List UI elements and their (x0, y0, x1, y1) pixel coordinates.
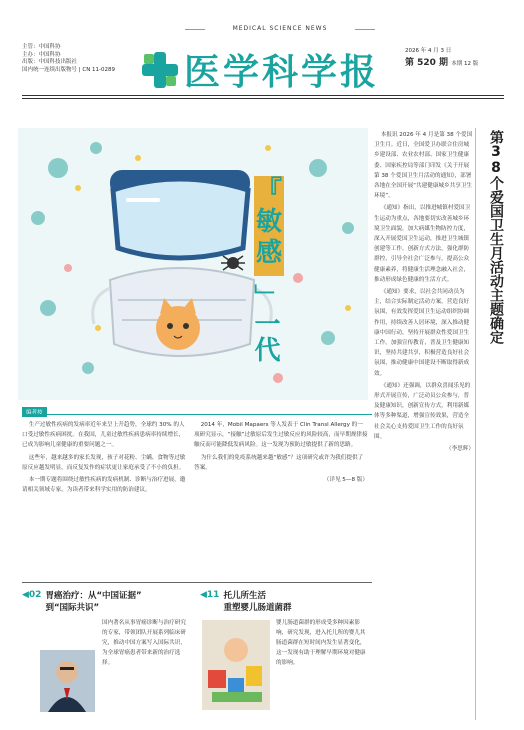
issue-info (405, 46, 515, 71)
hero-illustration (18, 128, 368, 400)
right-story-paragraph: 本报讯 2026 年 4 月是第 38 个爱国卫生月。近日，全国爱卫办联合住房城乡建设部、农业农村部、国家卫生健康委、国家疾控局等部门印发《关于开展第 38 个爱国卫生月活动的通知》，部署各地在全国开展“共建健康城乡共享卫生环境”。 (374, 132, 473, 200)
masthead-divider (22, 98, 504, 99)
masthead-subtitle: MEDICAL SCIENCE NEWS (205, 25, 355, 32)
teaser-title: 重塑婴儿肠道菌群 (223, 603, 292, 613)
teaser-infant[interactable] (200, 590, 370, 614)
feature-paragraph: 这些年，越来越多的家长发现，孩子对花粉、尘螨、食物等过敏原反应越发明显，而反复发作的症状更让家庭承受了不小的负担。 (22, 454, 186, 471)
hero-headline-close: 」 (250, 284, 280, 310)
right-story-paragraph: 《通知》要求，以社会共同动员为主，结合实际制定活动方案，营造良好氛围，有效发挥爱国卫生运动组织协调作用，持续改善人居环境，深入推动健康中国行动，坚持开展群众性爱国卫生工作。加强宣传教育，普及卫生健康知识，坚持共建共享，积极营造良好社会氛围，推动健康中国建设不断取得新成效。 (374, 289, 470, 377)
publisher-line: 主办：中国科协 (22, 51, 61, 58)
feature-column-2 (194, 420, 368, 485)
teaser-title: 胃癌治疗：从“中国证据” (45, 591, 142, 601)
column-divider (475, 128, 476, 720)
teaser-page-number: ◀11 (200, 590, 220, 600)
teaser-title: 托儿所生活 (223, 591, 266, 601)
feature-paragraph: 2014 年，Mobil Mapaers 等人发表于 Clin Transl Allergy 的一项研究显示，“接触”过敏原后发生过敏反应的风险较高，而早期规律接触反而可能降低发病风险。这一发现为预防过敏提供了新的思路。 (194, 422, 368, 449)
allergy-illustration-icon (18, 128, 368, 400)
right-story-signature: （李思辉） (446, 446, 474, 453)
right-story-paragraph: 《通知》还强调，以群众喜闻乐见的形式开展宣传，广泛动员公众参与，普及健康知识，创新宣传方式，利用新媒体等多种渠道，增强宣传效果，营造全社会关心支持爱国卫生工作的良好氛围。 (374, 382, 471, 440)
teaser-page-number: ◀02 (22, 590, 42, 600)
right-story-body (374, 130, 474, 454)
toys-photo-icon (202, 620, 270, 710)
hero-headline-char: 敏 (255, 207, 282, 237)
masthead-divider (22, 95, 504, 96)
publisher-line: 国内统一连续出版物号 | CN 11-0289 (22, 66, 116, 73)
page-arrow-icon: ◀ (22, 590, 29, 600)
feature-reference[interactable]: （详见 5—8 版） (323, 477, 368, 484)
hero-headline-char: 『 (255, 176, 282, 206)
right-story-title[interactable]: 第38个爱国卫生月活动主题确定 (488, 130, 504, 344)
hero-headline (254, 176, 284, 269)
feature-paragraph: 生产过敏性疾病的发病率近年来呈上升趋势，全球约 30% 的人口受过敏性疾病困扰。在我国，儿童过敏性疾病患病率持续增长，已成为影响儿童健康的重要问题之一。 (22, 422, 185, 449)
issue-pages: 本期 12 版 (451, 61, 479, 67)
issue-label: 第 520 期 (405, 58, 449, 68)
hero-headline-yidai: 一代 (250, 310, 280, 362)
teaser-gastric[interactable] (22, 590, 188, 614)
issue-date: 2026 年 4 月 3 日 (405, 48, 452, 54)
feature-paragraph: 为什么我们的免疫系统越来越“敏感”？这项研究或许为我们提供了答案。 (194, 454, 364, 471)
newspaper-title: 医学科学报 (184, 51, 380, 93)
right-story-paragraph: 《通知》指出，以推进城镇村爱国卫生运动为重点，各地要切实改善城乡环境卫生面貌，加大病媒生物防控力度，深入开展爱国卫生运动，推进卫生城镇创建等工作。创新方式方法，强化群防群控，引导全社会广泛参与，提高公众健康素养，将健康生活理念融入社会，推动形成绿色健康的生活方式。 (374, 205, 471, 283)
teaser-body: 国内著名从事胃癌诊断与治疗研究的专家，带领团队开展系列临床研究，推动中国方案写入国际共识，为全球胃癌患者带来新的治疗选择。 (102, 620, 186, 666)
teaser-title: 到“国际共识” (45, 603, 100, 613)
person-photo-icon (40, 650, 95, 712)
section-tag: 编者按 (22, 407, 47, 417)
publisher-line: 主管：中国科协 (22, 44, 61, 50)
hero-headline-char: 感 (255, 238, 282, 268)
section-rule (22, 414, 372, 415)
hero-headline-tail (250, 284, 284, 362)
teaser-body: 婴儿肠道菌群的形成受多种因素影响，研究发现，进入托儿所的婴儿其肠道菌群在短时间内发生显著变化，这一发现有助于理解早期环境对健康的影响。 (276, 620, 366, 666)
publisher-line: 出版：中国科技出版社 (22, 59, 78, 65)
portrait-photo (40, 650, 95, 712)
issue-number (405, 56, 515, 71)
feature-column-1 (22, 420, 188, 497)
newspaper-logo-icon (140, 50, 180, 90)
feature-paragraph: 本一期专题将围绕过敏性疾病的发病机制、诊断与治疗进展，邀请相关领域专家，为读者带来科学实用的防治建议。 (22, 477, 186, 494)
masthead-publisher-info (22, 44, 152, 74)
teaser-divider (22, 582, 372, 583)
page-arrow-icon: ◀ (200, 590, 207, 600)
toys-photo (202, 620, 270, 710)
